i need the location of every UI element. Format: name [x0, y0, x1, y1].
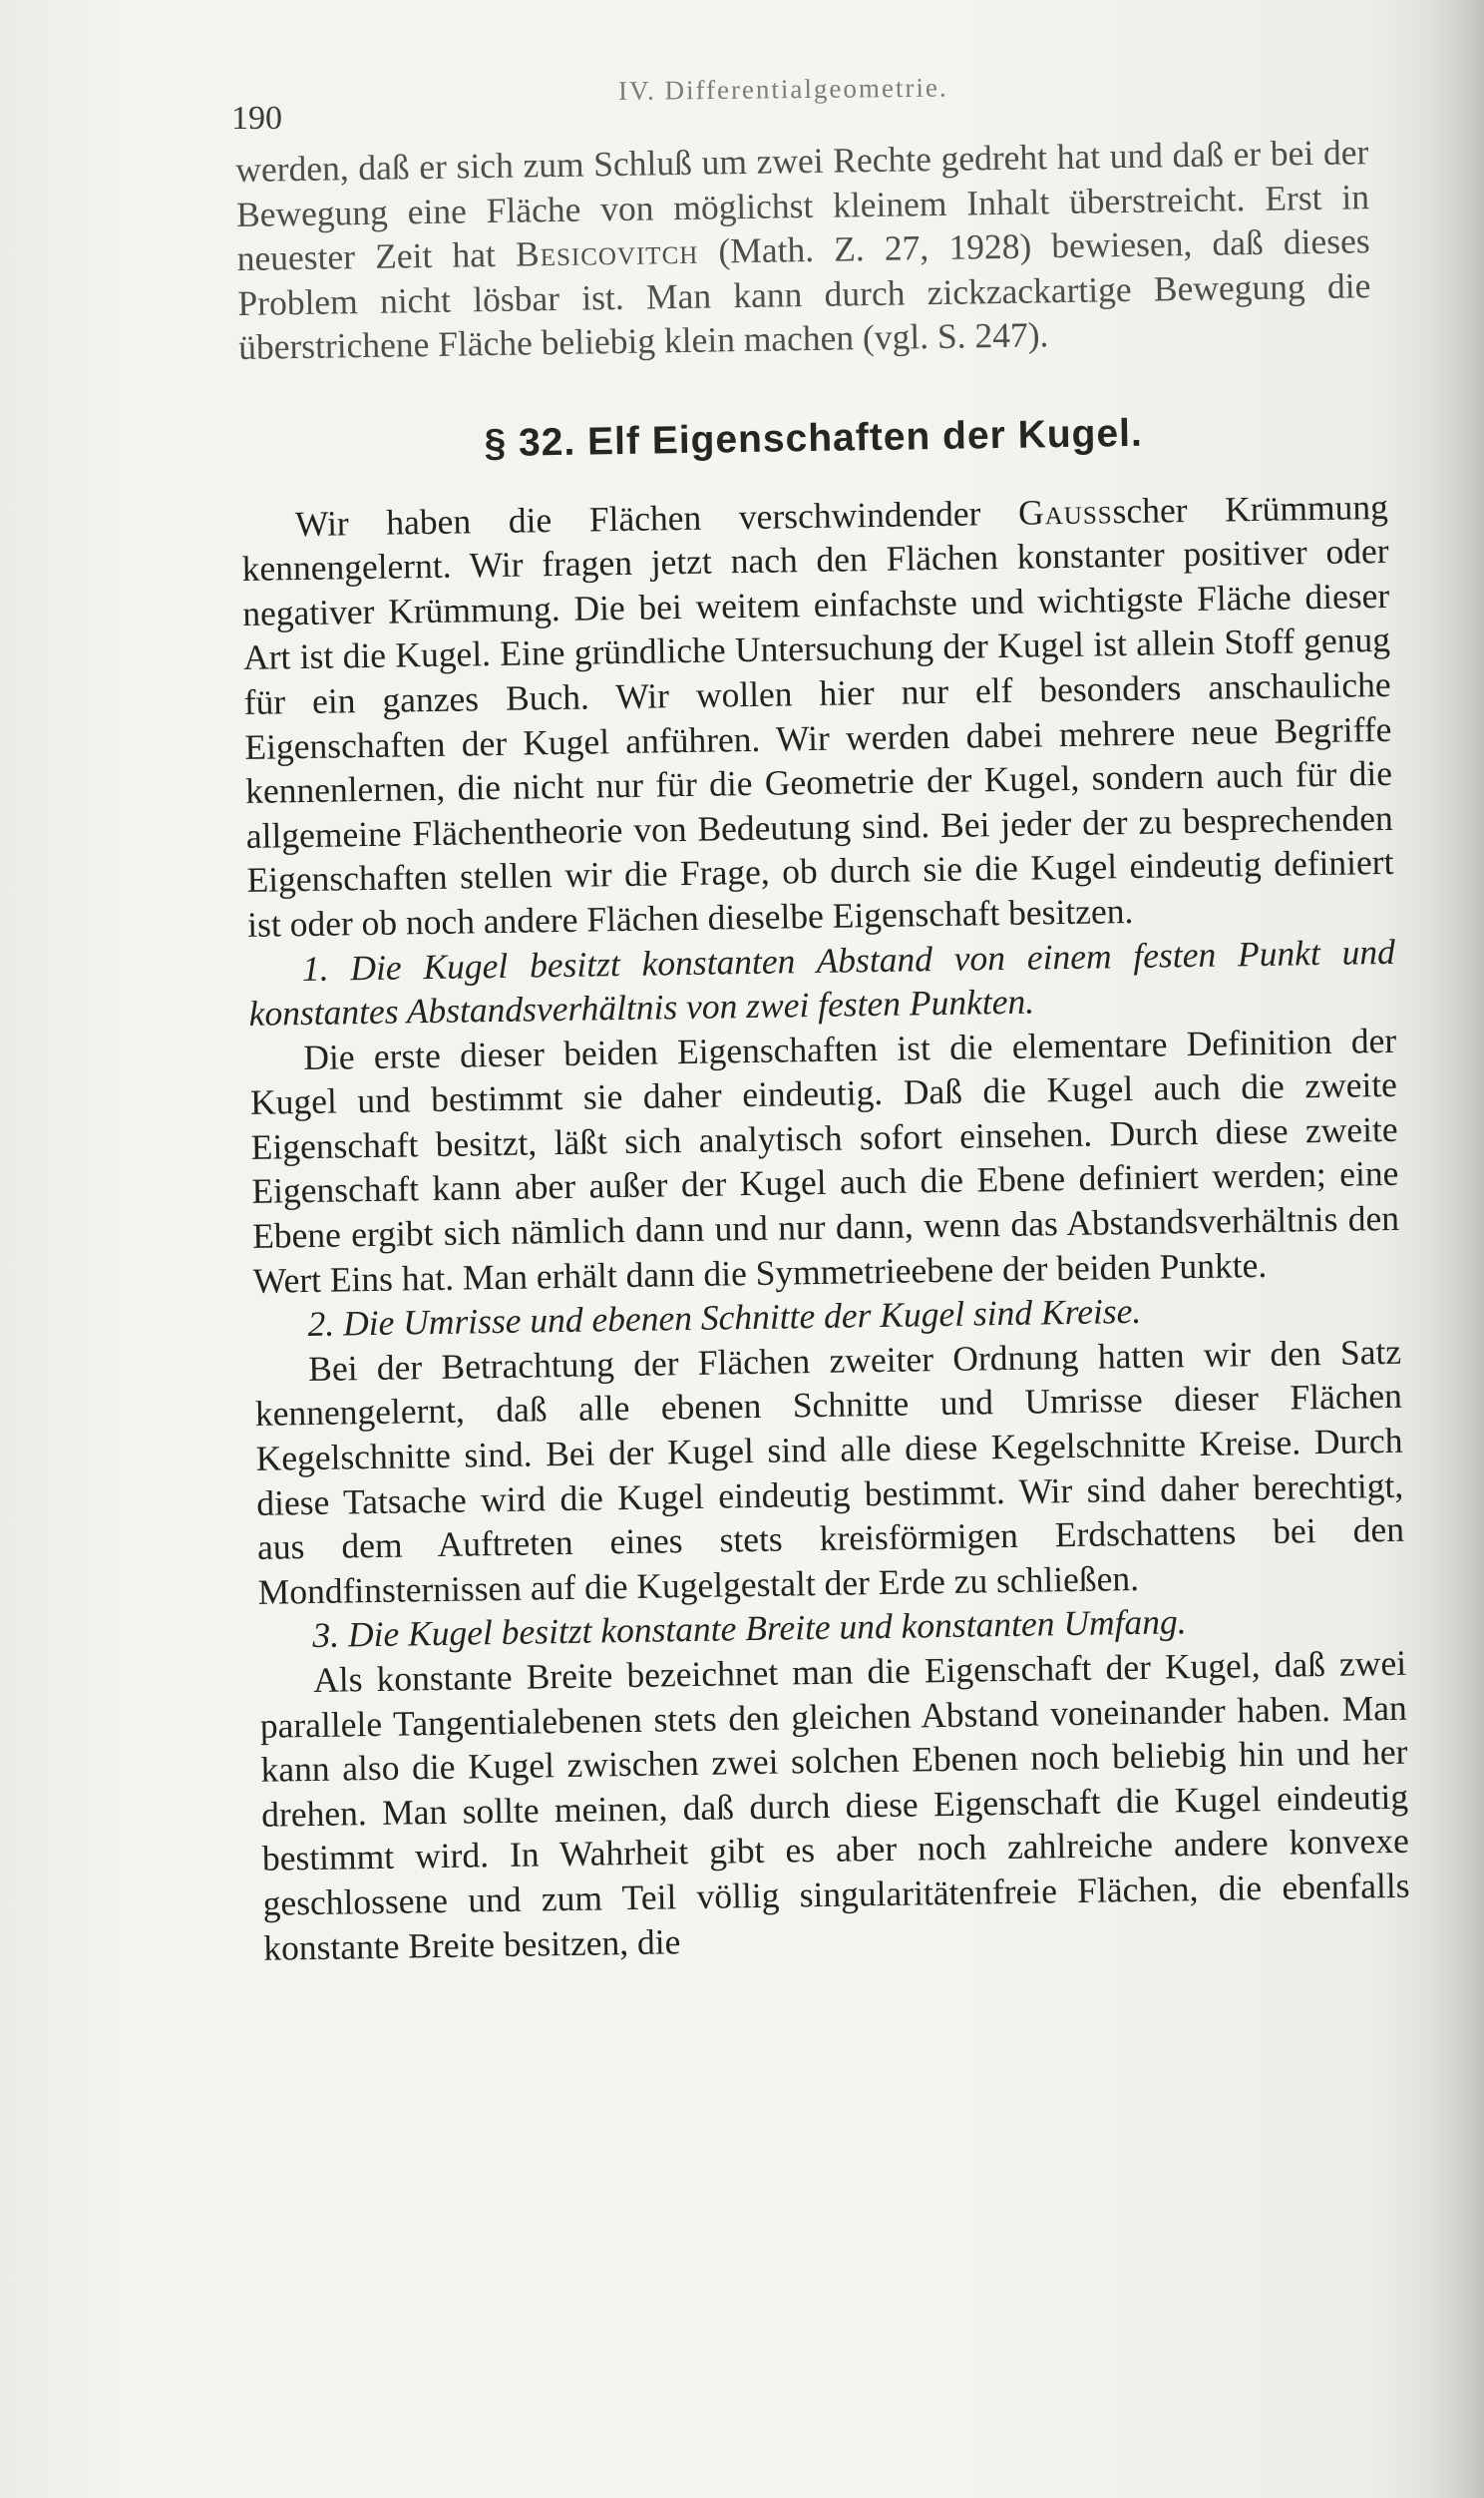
page-edge-shadow — [1424, 0, 1484, 2498]
author-name-besicovitch: Besicovitch — [515, 230, 699, 274]
property-3-statement: 3. Die Kugel besitzt konstante Breite und konstanten Umfang. — [312, 1601, 1187, 1656]
section-heading: § 32. Elf Eigenschaften der Kugel. — [484, 411, 1144, 466]
author-name-gauss: Gauss — [1017, 490, 1113, 533]
page-number: 190 — [231, 100, 282, 137]
property-2-paragraph: Bei der Betrachtung der Flächen zweiter Ordnung hatten wir den Satz kennengelernt, daß alle ebenen Schnitte und Umrisse dieser Flächen Kegelschnitte sind. Bei der Kugel sind alle diese Kegelschnitte Kreise. Durch diese Tatsache wird die Kugel eindeutig bestimmt. Wir sind daher berechtigt, aus dem Auftreten eines stets kreisförmigen Erdschattens bei den Mondfinsternissen auf die Kugelgestalt der Erde zu schließen. — [254, 1331, 1405, 1612]
property-2-statement: 2. Die Umrisse und ebenen Schnitte der Kugel sind Kreise. — [307, 1291, 1142, 1345]
page-body — [235, 130, 1411, 1970]
continued-text-start: werden, daß er sich zum Schluß um zwei Rechte gedreht hat und daß er bei der Bewegung eine Fläche von möglichst kleinem Inhalt überstreicht. Erst in neuester Zeit hat — [235, 132, 1370, 279]
running-head: IV. Differentialgeometrie. — [617, 72, 948, 106]
intro-text-end: scher Krümmung kennengelernt. Wir fragen jetzt nach den Flächen konstanter positiver oder negativer Krümmung. Die bei weitem einfachste und wichtigste Fläche dieser Art ist die Kugel. Eine gründliche Untersuchung der Kugel ist allein Stoff genug für ein ganzes Buch. Wir wollen hier nur elf besonders anschauliche Eigenschaften der Kugel anführen. Wir werden dabei mehrere neue Begriffe kennenlernen, die nicht nur für die Geometrie der Kugel, sondern auch für die allgemeine Flächentheorie von Bedeutung sind. Bei jeder der zu besprechenden Eigenschaften stellen wir die Frage, ob durch sie die Kugel eindeutig definiert ist oder ob noch andere Flächen dieselbe Eigenschaft besitzen. — [241, 486, 1394, 945]
intro-text-start: Wir haben die Flächen verschwindender — [294, 492, 1019, 544]
property-1-paragraph: Die erste dieser beiden Eigenschaften ist die elementare Definition der Kugel und bestimmt sie daher eindeutig. Daß die Kugel auch die zweite Eigenschaft besitzt, läßt sich analytisch sofort einsehen. Durch diese zweite Eigenschaft kann aber außer der Kugel auch die Ebene definiert werden; eine Ebene ergibt sich nämlich dann und nur dann, wenn das Abstandsverhältnis den Wert Eins hat. Man erhält dann die Symmetrieebene der beiden Punkte. — [249, 1020, 1400, 1301]
intro-paragraph — [241, 484, 1395, 947]
page-header — [0, 0, 1484, 150]
continued-text-end: (Math. Z. 27, 1928) bewiesen, daß dieses Problem nicht lösbar ist. Man kann durch zickzackartige Bewegung die überstrichene Fläche beliebig klein machen (vgl. S. 247). — [237, 220, 1371, 368]
continued-paragraph — [235, 130, 1385, 370]
property-3-paragraph: Als konstante Breite bezeichnet man die Eigenschaft der Kugel, daß zwei parallele Tangentialebenen stets den gleichen Abstand voneinander haben. Man kann also die Kugel zwischen zwei solchen Ebenen noch beliebig hin und her drehen. Man sollte meinen, daß durch diese Eigenschaft die Kugel eindeutig bestimmt wird. In Wahrheit gibt es aber noch zahlreiche andere konvexe geschlossene und zum Teil völlig singularitätenfreie Flächen, die ebenfalls konstante Breite besitzen, die — [259, 1642, 1410, 1968]
property-1-statement: 1. Die Kugel besitzt konstanten Abstand von einem festen Punkt und konstantes Abstandsverhältnis von zwei festen Punkten. — [248, 931, 1396, 1034]
